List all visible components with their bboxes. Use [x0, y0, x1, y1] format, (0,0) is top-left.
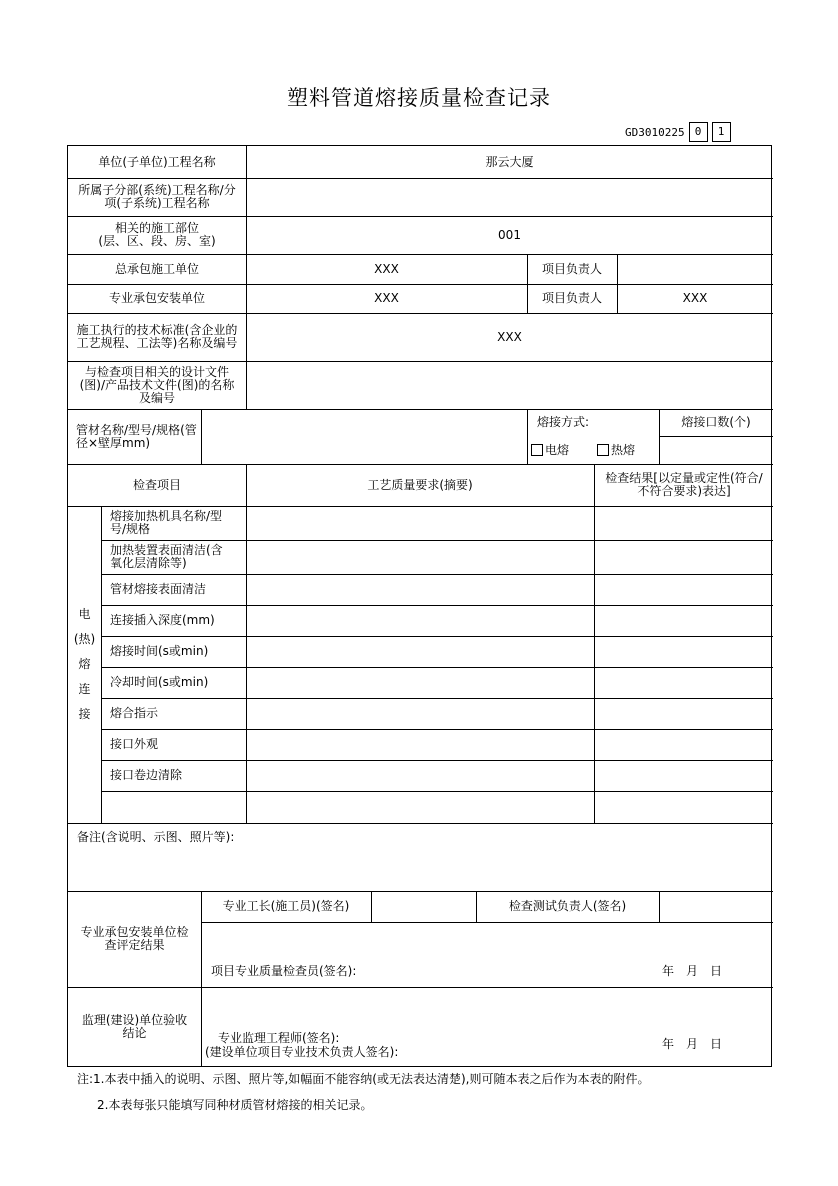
standard-value[interactable]: XXX [497, 329, 522, 344]
electro-checkbox[interactable] [531, 444, 543, 456]
option-hot[interactable] [597, 436, 659, 464]
inspection-item [110, 791, 240, 823]
option-electro[interactable] [531, 436, 601, 464]
specialty-contractor-label: 专业承包安装单位 [108, 291, 205, 305]
general-contractor-value[interactable]: XXX [374, 261, 399, 276]
option-hot-label: 热熔 [611, 442, 636, 457]
inspection-item: 接口卷边清除 [110, 768, 183, 782]
location-label-line-2: (层、区、段、房、室) [98, 234, 216, 248]
code-box-1[interactable]: 0 [689, 122, 708, 142]
project-manager-value-2[interactable]: XXX [682, 291, 708, 305]
project-manager-label-1: 项目负责人 [541, 261, 602, 276]
header-inspection-item: 检查项目 [132, 477, 181, 492]
pipe-spec-label: 管材名称/型号/规格(管径×壁厚mm) [76, 422, 197, 450]
project-name-value[interactable]: 那云大厦 [485, 154, 534, 169]
option-electro-label: 电熔 [545, 442, 570, 457]
specialty-contractor-value[interactable]: XXX [374, 291, 399, 305]
header-requirement: 工艺质量要求(摘要) [367, 477, 473, 492]
group-char-2: (热) [73, 632, 96, 646]
location-label-line-1: 相关的施工部位 [114, 221, 199, 235]
contractor-date: 年 月 日 [662, 963, 723, 978]
code-box-2[interactable]: 1 [712, 122, 731, 142]
group-char-4: 连 [78, 682, 91, 696]
tester-label: 检查测试负责人(签名) [508, 899, 627, 913]
inspection-item: 连接插入深度(mm) [110, 613, 215, 627]
engineer-label-1: 专业监理工程师(签名): [218, 1030, 340, 1045]
page-title: 塑料管道熔接质量检查记录 [287, 86, 551, 110]
contractor-eval-label: 专业承包安装单位检查评定结果 [80, 925, 189, 952]
engineer-label-2: (建设单位项目专业技术负责人签名): [205, 1044, 399, 1059]
general-contractor-label: 总承包施工单位 [114, 261, 199, 276]
pipe-spec-value[interactable] [201, 409, 527, 464]
design-docs-value[interactable] [246, 361, 773, 409]
group-char-3: 熔 [78, 657, 91, 671]
inspector-label: 项目专业质量检查员(签名): [211, 963, 357, 978]
inspection-item: 冷却时间(s或min) [110, 675, 209, 689]
inspection-item: 管材熔接表面清洁 [110, 582, 207, 596]
standard-label: 施工执行的技术标准(含企业的工艺规程、工法等)名称及编号 [76, 323, 238, 350]
joint-count-value[interactable] [659, 436, 773, 464]
subdivision-value[interactable] [246, 178, 773, 216]
location-label [68, 178, 246, 254]
supervisor-eval-label: 监理(建设)单位验收结论 [81, 1013, 188, 1040]
header-result: 检查结果[以定量或定性(符合/不符合要求)表达] [605, 471, 763, 498]
footnote-2: 2.本表每张只能填写同种材质管材熔接的相关记录。 [97, 1098, 373, 1112]
weld-method-label: 熔接方式: [537, 415, 590, 429]
hot-checkbox[interactable] [597, 444, 609, 456]
form-table [67, 145, 772, 1067]
remarks-label: 备注(含说明、示图、照片等): [77, 829, 235, 844]
footnote-1: 注:1.本表中插入的说明、示图、照片等,如幅面不能容纳(或无法表达清楚),则可随本表之后作为本表的附件。 [77, 1072, 650, 1086]
form-code-number: GD3010225 [625, 125, 685, 139]
group-char-5: 接 [78, 707, 91, 721]
inspection-item: 加热装置表面清洁(含氧化层清除等) [110, 543, 223, 570]
inspection-item: 接口外观 [110, 737, 159, 751]
group-char-1: 电 [78, 607, 91, 621]
project-manager-value-1[interactable] [617, 254, 773, 284]
inspection-item: 熔合指示 [110, 706, 159, 720]
group-label-electrofusion [68, 506, 101, 823]
subdivision-label: 所属子分部(系统)工程名称/分项(子系统)工程名称 [78, 183, 236, 210]
location-value[interactable]: 001 [498, 227, 521, 242]
foreman-label: 专业工长(施工员)(签名) [222, 899, 350, 913]
inspection-item: 熔接时间(s或min) [110, 644, 209, 658]
supervisor-date: 年 月 日 [662, 1036, 723, 1051]
project-name-label: 单位(子单位)工程名称 [98, 154, 216, 169]
joint-count-label: 熔接口数(个) [681, 415, 751, 429]
inspection-item: 熔接加热机具名称/型号/规格 [110, 509, 223, 536]
project-manager-label-2: 项目负责人 [541, 291, 602, 305]
form-code [625, 122, 731, 142]
design-docs-label: 与检查项目相关的设计文件(图)/产品技术文件(图)的名称及编号 [79, 364, 235, 405]
